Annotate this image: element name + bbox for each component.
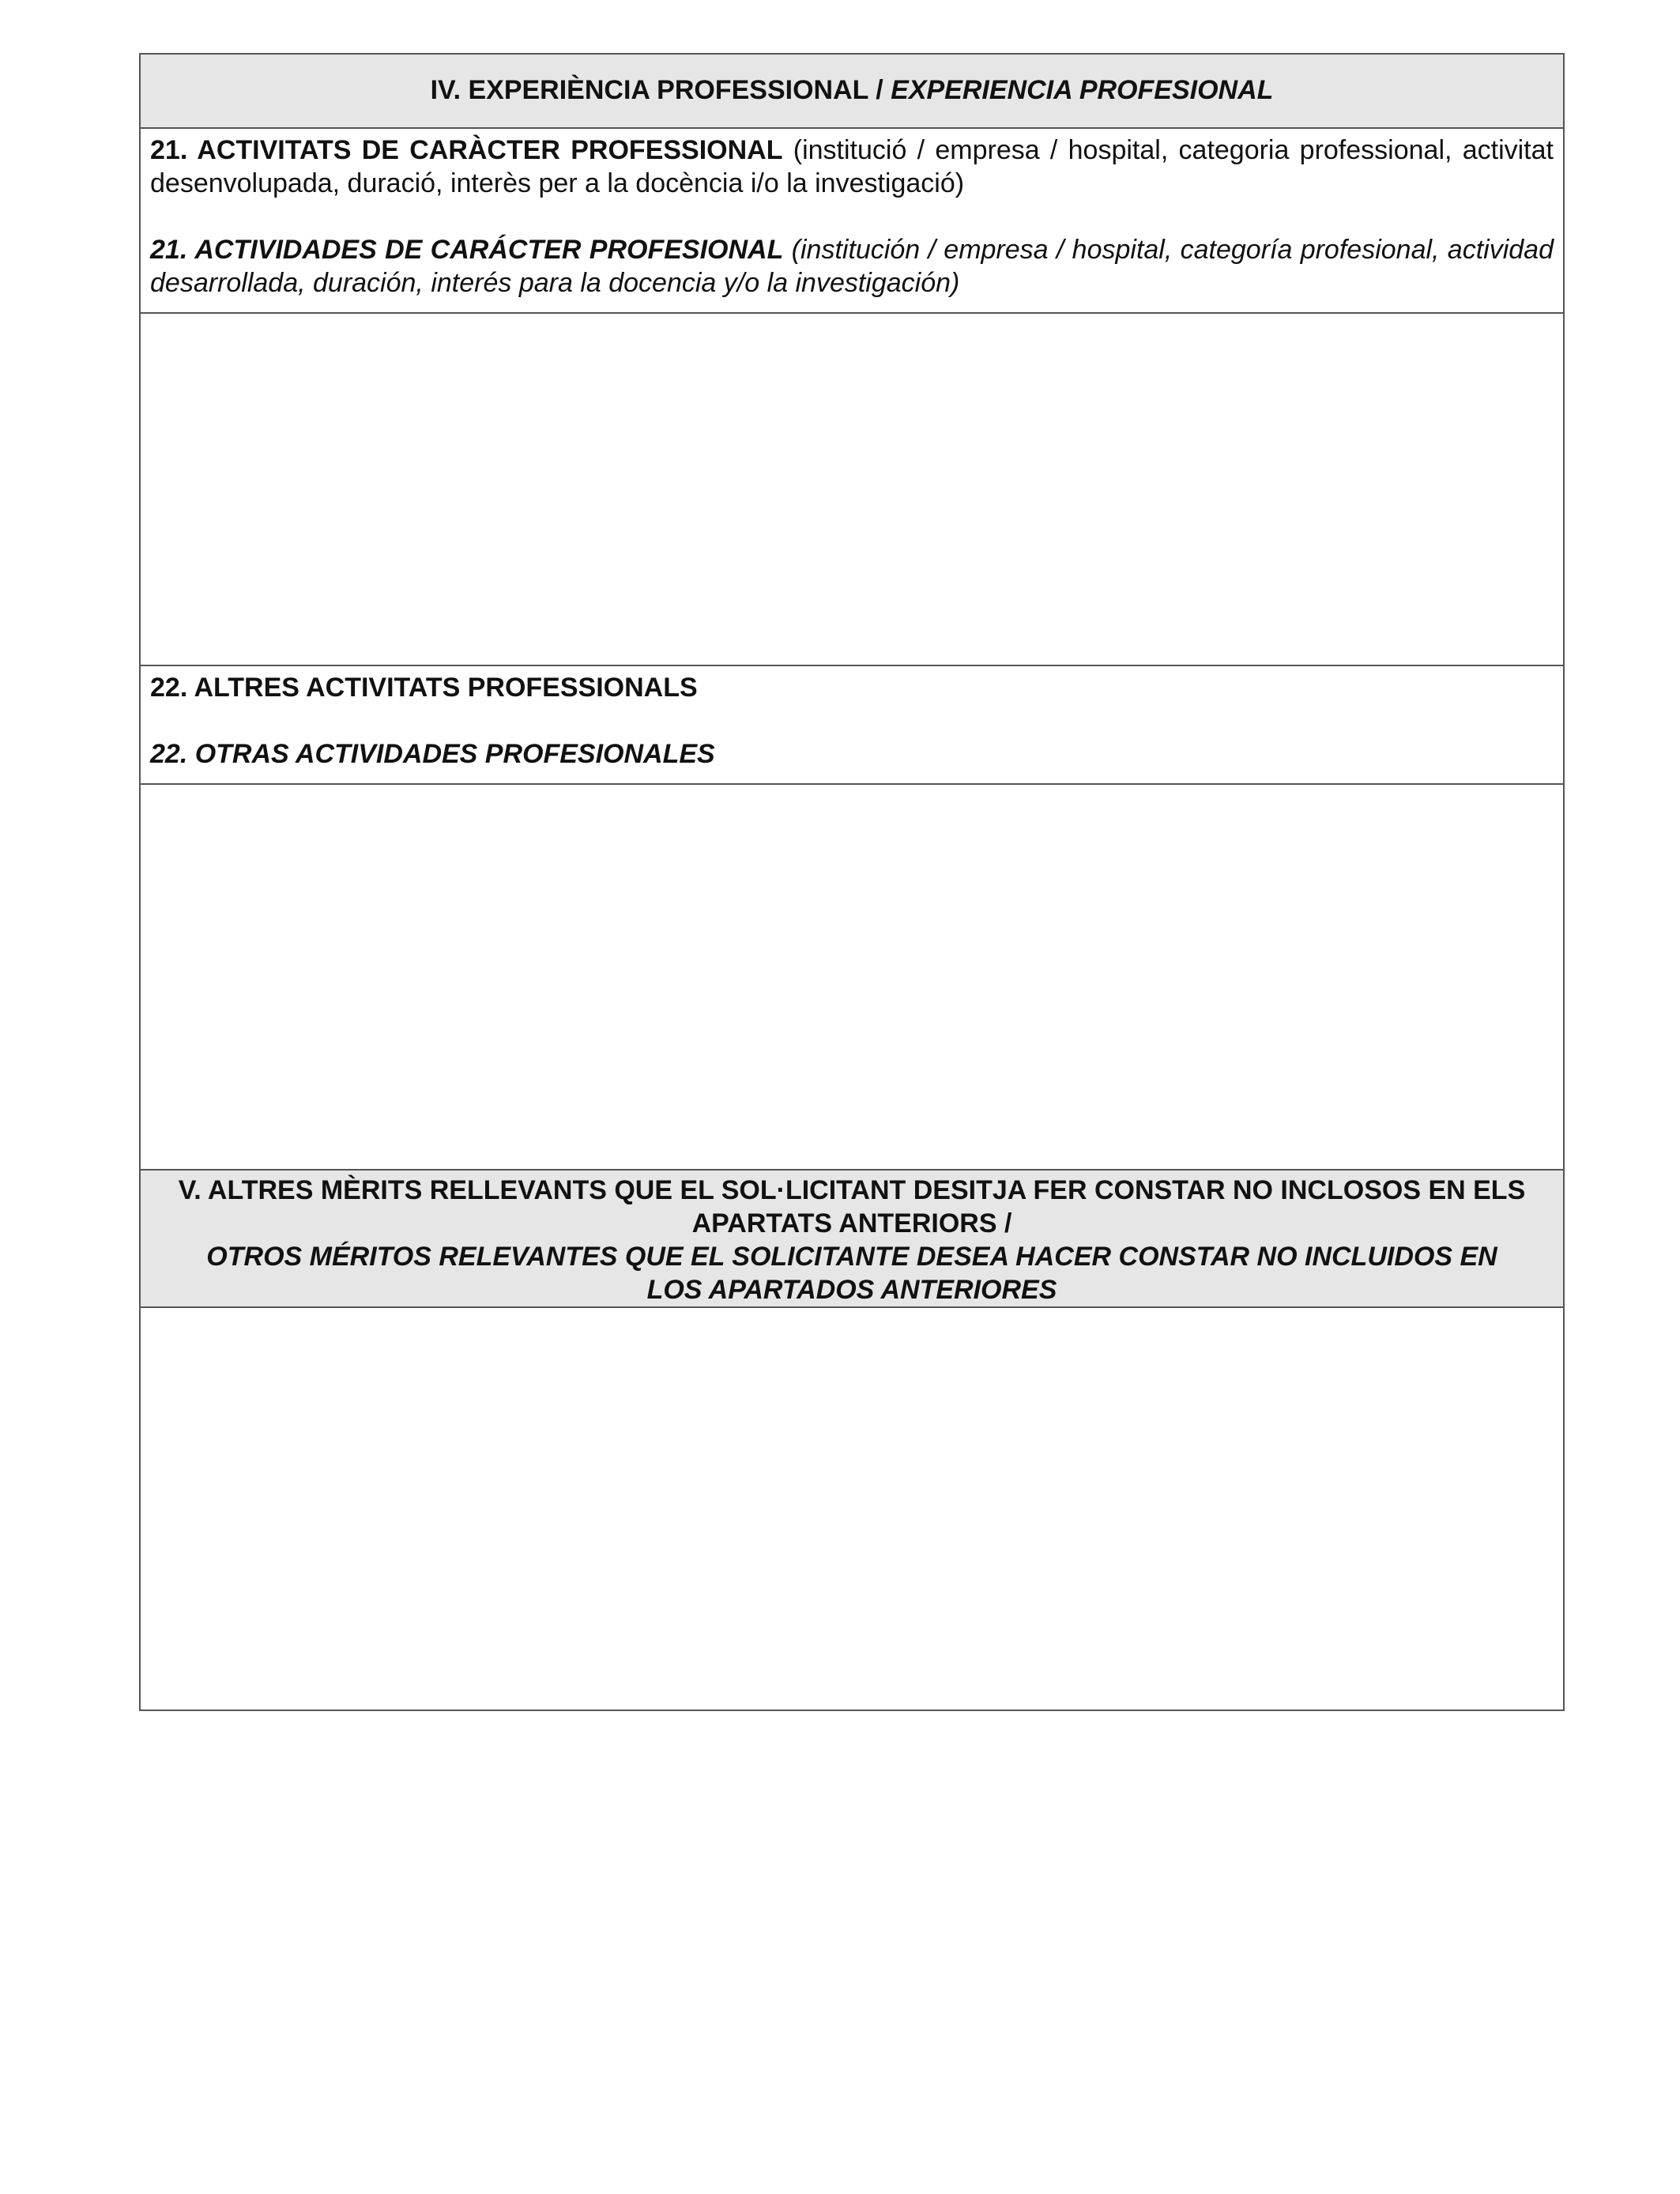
item-22-answer-field[interactable] xyxy=(140,784,1564,1170)
item-21-ca-paragraph xyxy=(150,134,1554,200)
section-v-title-es: OTROS MÉRITOS RELEVANTES QUE EL SOLICITANTE DESEA HACER CONSTAR NO INCLUIDOS EN LOS APARTADOS ANTERIORES xyxy=(206,1242,1497,1305)
item-22-answer-row xyxy=(140,784,1564,1170)
section-iv-title-es: EXPERIENCIA PROFESIONAL xyxy=(891,75,1274,105)
section-v-answer-row xyxy=(140,1307,1564,1710)
item-22-ca-heading: 22. ALTRES ACTIVITATS PROFESSIONALS xyxy=(150,673,698,703)
section-v-header xyxy=(140,1170,1564,1307)
section-v-answer-field[interactable] xyxy=(140,1307,1564,1710)
item-22-answer-area[interactable] xyxy=(150,785,1554,1169)
item-21-answer-field[interactable] xyxy=(140,313,1564,665)
item-22-es-heading: 22. OTRAS ACTIVIDADES PROFESIONALES xyxy=(150,739,715,769)
item-21-es-paragraph xyxy=(150,233,1554,300)
item-21-ca-description: (institució / empresa / hospital, categoria professional, activitat desenvolupada, duració, interès per a la docència i/o la investigació) xyxy=(150,135,1554,198)
item-22-label-row xyxy=(140,665,1564,784)
section-iv-header xyxy=(140,54,1564,128)
item-21-label xyxy=(140,128,1564,313)
item-21-es-description: (institución / empresa / hospital, categoría profesional, actividad desarrollada, duración, interés para la docencia y/o la investigación) xyxy=(150,235,1554,298)
item-21-answer-area[interactable] xyxy=(150,314,1554,665)
item-22-label xyxy=(140,665,1564,784)
item-21-answer-row xyxy=(140,313,1564,665)
section-v-header-row xyxy=(140,1170,1564,1307)
item-21-es-heading: 21. ACTIVIDADES DE CARÁCTER PROFESIONAL xyxy=(150,235,784,265)
item-21-ca-heading: 21. ACTIVITATS DE CARÀCTER PROFESSIONAL xyxy=(150,135,783,165)
section-iv-title-ca: IV. EXPERIÈNCIA PROFESSIONAL / xyxy=(430,75,891,105)
cv-form-table xyxy=(139,53,1565,1711)
item-21-label-row xyxy=(140,128,1564,313)
section-iv-header-row xyxy=(140,54,1564,128)
section-v-answer-area[interactable] xyxy=(150,1308,1554,1710)
section-v-title-ca: V. ALTRES MÈRITS RELLEVANTS QUE EL SOL·LICITANT DESITJA FER CONSTAR NO INCLOSOS EN ELS APARTATS ANTERIORS / xyxy=(178,1175,1526,1238)
